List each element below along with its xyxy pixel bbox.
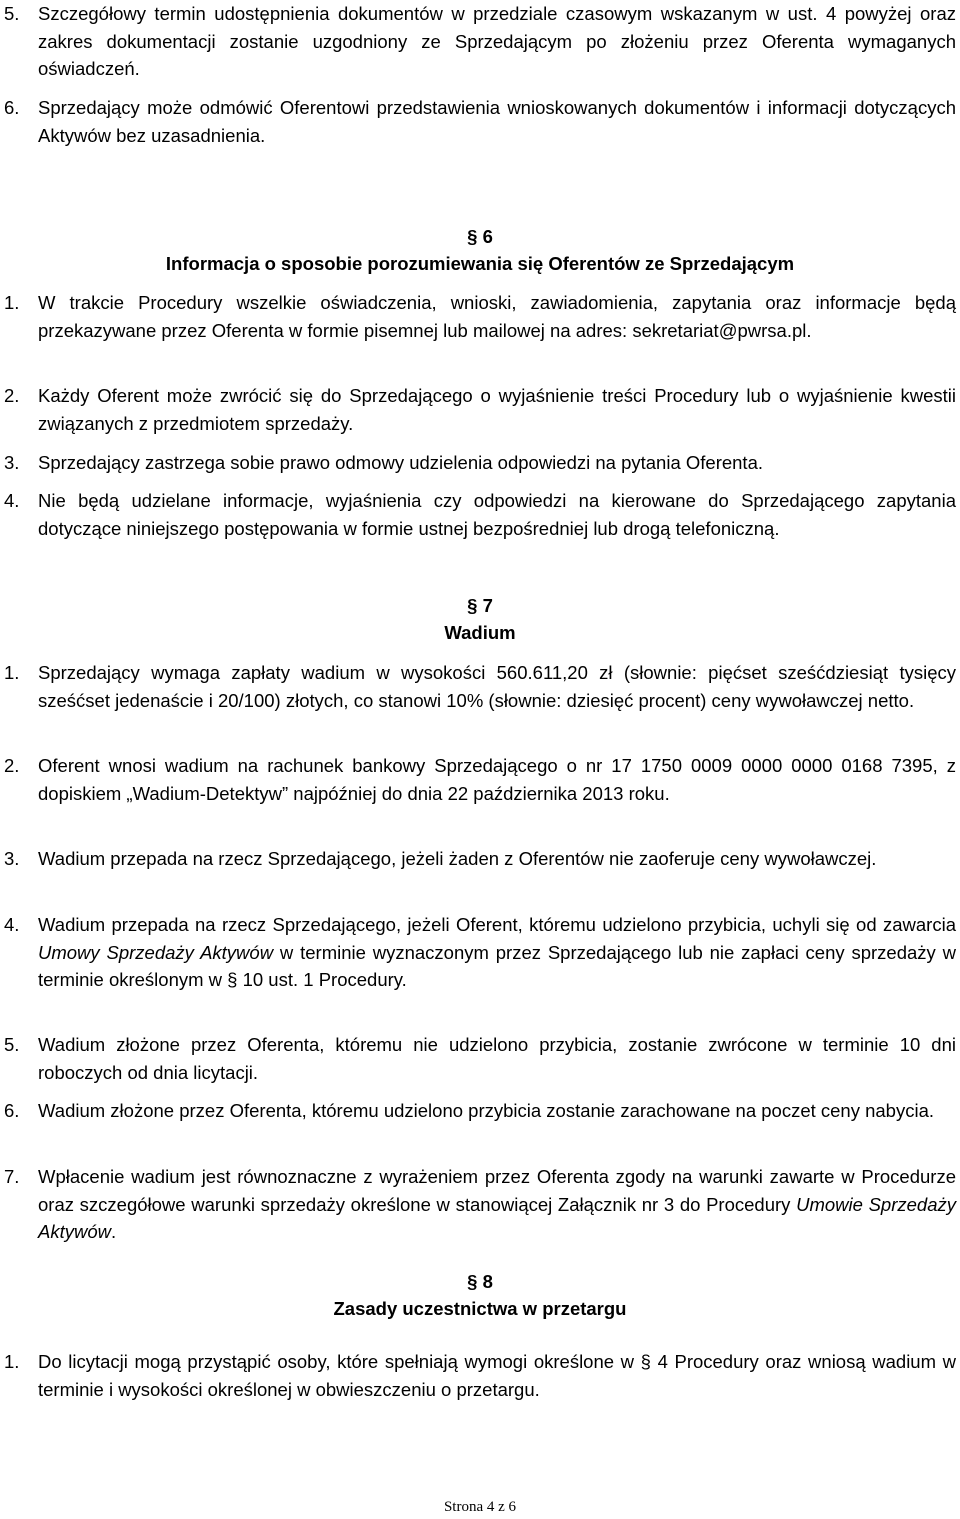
item-number: 4.	[4, 914, 20, 935]
item-number: 2.	[4, 755, 20, 776]
section-number: § 8	[467, 1271, 493, 1292]
list-item	[4, 289, 956, 344]
item-number: 1.	[4, 292, 20, 313]
item-number: 1.	[4, 662, 20, 683]
item-text: Sprzedający może odmówić Oferentowi przedstawienia wnioskowanych dokumentów i informacji dotyczących Aktywów bez uzasadnienia.	[38, 97, 956, 146]
list-item	[4, 659, 956, 714]
item-text: Sprzedający wymaga zapłaty wadium w wysokości 560.611,20 zł (słownie: pięćset sześćdziesiąt tysięcy sześćset jedenaście i 20/100) złotych, co stanowi 10% (słownie: dziesięć procent) ceny wywoławczej netto.	[38, 662, 956, 711]
list-item	[4, 1163, 956, 1246]
item-text: Szczegółowy termin udostępnienia dokumentów w przedziale czasowym wskazanym w ust. 4 powyżej oraz zakres dokumentacji zostanie uzgodniony ze Sprzedającym po złożeniu przez Oferenta wymaganych oświadczeń.	[38, 3, 956, 79]
item-number: 3.	[4, 848, 20, 869]
item-text: Do licytacji mogą przystąpić osoby, które spełniają wymogi określone w § 4 Procedury oraz wniosą wadium w terminie i wysokości określonej w obwieszczeniu o przetargu.	[38, 1351, 956, 1400]
list-item	[4, 752, 956, 807]
item-text: W trakcie Procedury wszelkie oświadczenia, wnioski, zawiadomienia, zapytania oraz informacje będą przekazywane przez Oferenta w formie pisemnej lub mailowej na adres: sekretariat@pwrsa.pl.	[38, 292, 956, 341]
item-text	[38, 911, 956, 994]
item-number: 6.	[4, 97, 20, 118]
list-item	[4, 449, 956, 477]
item-text: Każdy Oferent może zwrócić się do Sprzedającego o wyjaśnienie treści Procedury lub o wyjaśnienie kwestii związanych z przedmiotem sprzedaży.	[38, 385, 956, 434]
item-number: 4.	[4, 490, 20, 511]
list-item	[4, 0, 956, 83]
item-number: 1.	[4, 1351, 20, 1372]
page-footer: Strona 4 z 6	[443, 1499, 517, 1515]
section-number: § 7	[467, 595, 493, 616]
list-item	[4, 1097, 956, 1125]
section-title: Wadium	[444, 622, 516, 643]
section-7-heading	[0, 592, 960, 646]
item-number: 7.	[4, 1166, 20, 1187]
item-number: 5.	[4, 1034, 20, 1055]
item-text: Oferent wnosi wadium na rachunek bankowy Sprzedającego o nr 17 1750 0009 0000 0000 0168 7395, z dopiskiem „Wadium-Detektyw” najpóźniej do dnia 22 października 2013 roku.	[38, 755, 956, 804]
italic-term: Umowy Sprzedaży Aktywów	[38, 941, 274, 963]
section-title: Zasady uczestnictwa w przetargu	[333, 1298, 627, 1319]
list-item	[4, 487, 956, 542]
section-6-heading	[0, 223, 960, 277]
list-item	[4, 94, 956, 149]
item-number: 2.	[4, 385, 20, 406]
item-text: Wadium złożone przez Oferenta, któremu udzielono przybicia zostanie zarachowane na poczet ceny nabycia.	[38, 1100, 935, 1121]
section-8-heading	[0, 1268, 960, 1322]
list-item	[4, 845, 956, 873]
list-item	[4, 911, 956, 994]
item-number: 5.	[4, 3, 20, 24]
italic-term: Umowie Sprzedaży Aktywów	[38, 1193, 956, 1242]
item-number: 6.	[4, 1100, 20, 1121]
item-text: Wadium złożone przez Oferenta, któremu nie udzielono przybicia, zostanie zwrócone w terminie 10 dni roboczych od dnia licytacji.	[38, 1034, 956, 1083]
text-run: Wpłacenie wadium jest równoznaczne z wyrażeniem przez Oferenta zgody na warunki zawarte w Procedurze oraz szczegółowe warunki sprzedaży określone w stanowiącej Załącznik nr 3 do Procedury	[38, 1166, 956, 1215]
item-text	[38, 1163, 956, 1246]
text-run: Wadium przepada na rzecz Sprzedającego, jeżeli Oferent, któremu udzielono przybicia, uchyli się od zawarcia	[38, 914, 956, 935]
section-number: § 6	[467, 226, 493, 247]
text-run: w terminie wyznaczonym przez Sprzedającego lub nie zapłaci ceny sprzedaży w terminie określonym w § 10 ust. 1 Procedury.	[38, 941, 956, 990]
text-run: .	[111, 1221, 117, 1242]
list-item	[4, 1031, 956, 1086]
list-item	[4, 1348, 956, 1403]
section-title: Informacja o sposobie porozumiewania się Oferentów ze Sprzedającym	[165, 253, 795, 274]
item-text: Nie będą udzielane informacje, wyjaśnienia czy odpowiedzi na kierowane do Sprzedającego zapytania dotyczące niniejszego postępowania w formie ustnej bezpośredniej lub drogą telefoniczną.	[38, 490, 956, 539]
item-text: Sprzedający zastrzega sobie prawo odmowy udzielenia odpowiedzi na pytania Oferenta.	[38, 452, 764, 473]
item-number: 3.	[4, 452, 20, 473]
list-item	[4, 382, 956, 437]
item-text: Wadium przepada na rzecz Sprzedającego, jeżeli żaden z Oferentów nie zaoferuje ceny wywoławczej.	[38, 848, 877, 869]
